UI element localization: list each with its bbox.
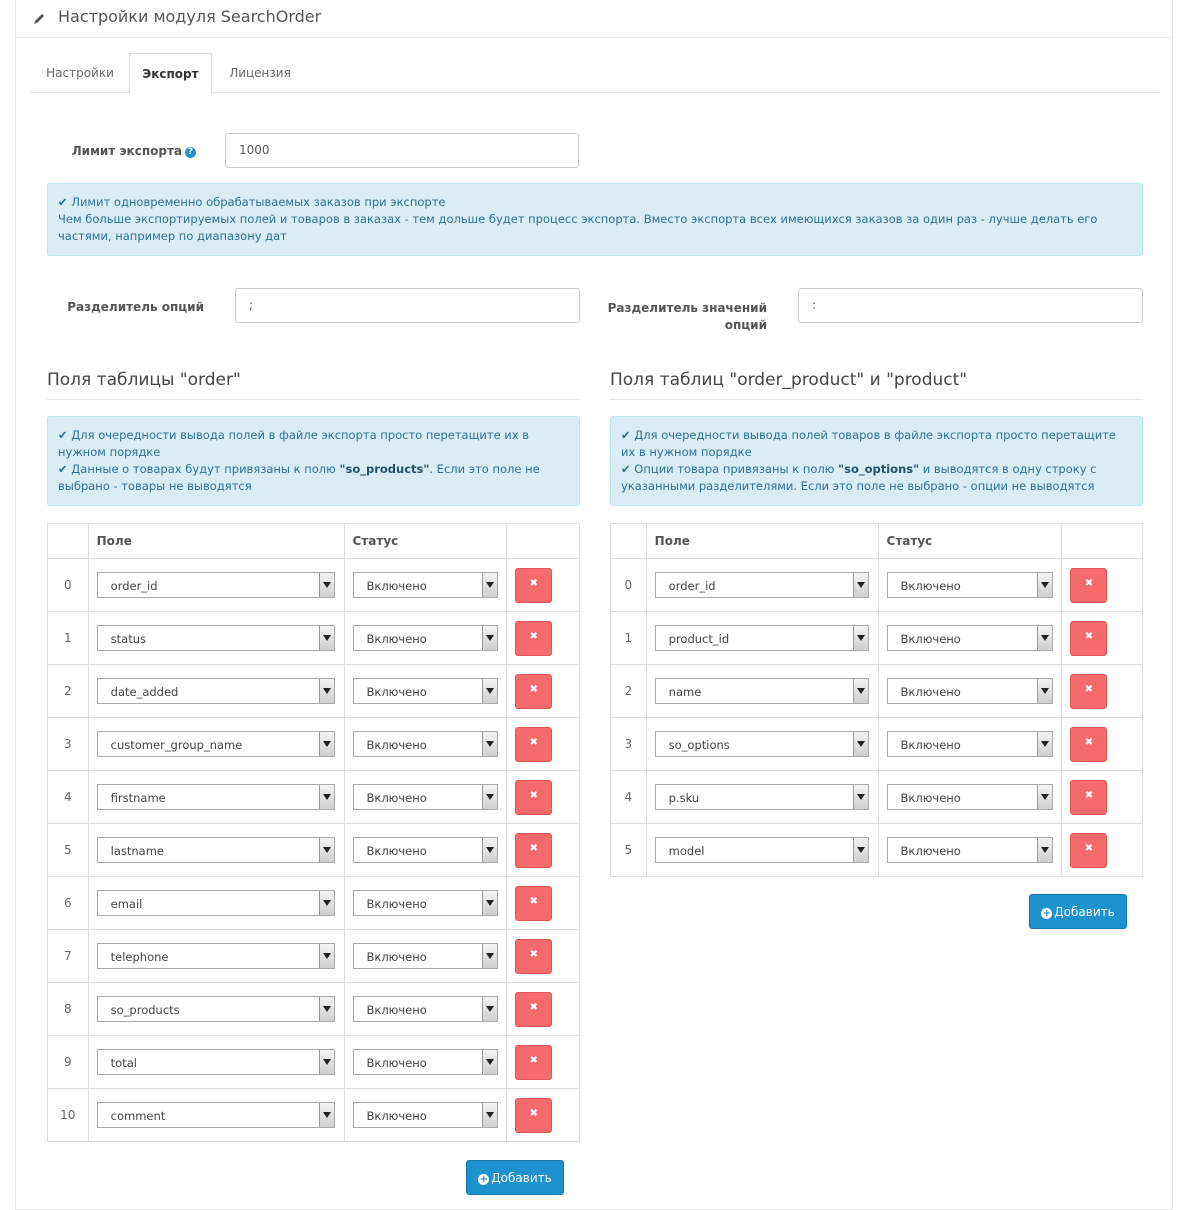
remove-row-button[interactable] <box>515 780 552 815</box>
row-index: 8 <box>48 983 89 1036</box>
page-title: Настройки модуля SearchOrder <box>58 7 322 26</box>
remove-row-button[interactable] <box>1070 568 1107 603</box>
status-cell <box>344 930 507 983</box>
remove-row-button[interactable] <box>515 833 552 868</box>
dropdown-arrow-icon[interactable] <box>853 732 868 756</box>
row-index: 10 <box>48 1089 89 1142</box>
status-select-value: Включено <box>900 844 961 858</box>
action-cell <box>507 612 580 665</box>
option-separator-input[interactable]: ; <box>235 288 580 323</box>
field-select[interactable] <box>655 784 869 810</box>
dropdown-arrow-icon[interactable] <box>853 785 868 809</box>
order-add-button[interactable] <box>466 1160 564 1195</box>
value-separator-label-line2: опций <box>724 318 767 332</box>
order-section-title: Поля таблицы "order" <box>47 370 580 400</box>
status-select-value: Включено <box>900 579 961 593</box>
dropdown-arrow-icon[interactable] <box>482 944 497 968</box>
order-table-body <box>48 559 580 1142</box>
status-cell <box>344 559 507 612</box>
status-select-value: Включено <box>900 738 961 752</box>
action-cell <box>1062 824 1143 877</box>
product-section-title: Поля таблиц "order_product" и "product" <box>610 370 1143 400</box>
field-select[interactable] <box>97 625 335 651</box>
status-select-value: Включено <box>900 685 961 699</box>
status-column-header: Статус <box>344 524 507 559</box>
dropdown-arrow-icon[interactable] <box>482 785 497 809</box>
table-row[interactable] <box>48 930 580 983</box>
dropdown-arrow-icon[interactable] <box>482 679 497 703</box>
dropdown-arrow-icon[interactable] <box>482 997 497 1021</box>
status-select[interactable] <box>353 1102 498 1128</box>
status-select-value: Включено <box>366 1056 427 1070</box>
action-cell <box>1062 559 1143 612</box>
check-icon: ✔ <box>58 462 68 476</box>
field-select[interactable] <box>97 784 335 810</box>
action-cell <box>507 718 580 771</box>
field-select[interactable] <box>97 678 335 704</box>
field-cell <box>88 930 344 983</box>
action-column-header <box>1062 524 1143 559</box>
field-select[interactable] <box>97 1049 335 1075</box>
status-select-value: Включено <box>366 897 427 911</box>
table-row[interactable] <box>48 718 580 771</box>
field-cell <box>88 983 344 1036</box>
remove-row-button[interactable] <box>515 886 552 921</box>
status-select-value: Включено <box>900 791 961 805</box>
field-cell <box>88 559 344 612</box>
field-cell <box>88 665 344 718</box>
option-separator-label: Разделитель опций <box>67 300 204 314</box>
remove-row-button[interactable] <box>1070 674 1107 709</box>
order-fields-table <box>47 523 580 1142</box>
field-cell <box>646 824 878 877</box>
remove-row-button[interactable] <box>1070 780 1107 815</box>
remove-row-button[interactable] <box>515 992 552 1027</box>
status-select-value: Включено <box>366 685 427 699</box>
product-add-button[interactable] <box>1029 894 1127 929</box>
field-select-value: total <box>110 1056 137 1070</box>
field-cell <box>646 771 878 824</box>
check-icon: ✔ <box>621 462 631 476</box>
table-header-row <box>48 524 580 559</box>
plus-circle-icon: + <box>479 1174 488 1185</box>
status-select[interactable] <box>353 625 498 651</box>
remove-row-button[interactable] <box>515 568 552 603</box>
alert-line: Данные о товарах будут привязаны к полю <box>71 462 340 476</box>
status-cell <box>344 824 507 877</box>
row-index: 3 <box>48 718 89 771</box>
table-row[interactable] <box>611 612 1143 665</box>
dropdown-arrow-icon[interactable] <box>853 626 868 650</box>
status-select[interactable] <box>353 996 498 1022</box>
status-cell <box>344 612 507 665</box>
row-index: 4 <box>611 771 647 824</box>
table-row[interactable] <box>48 1089 580 1142</box>
field-select-value: so_options <box>668 738 730 752</box>
status-cell <box>878 612 1062 665</box>
field-cell <box>88 824 344 877</box>
tab-export[interactable]: Экспорт <box>129 53 212 94</box>
status-cell <box>878 559 1062 612</box>
row-index: 1 <box>611 612 647 665</box>
order-section-alert <box>47 416 580 506</box>
value-separator-label-line1: Разделитель значений <box>607 301 767 315</box>
remove-row-button[interactable] <box>515 727 552 762</box>
status-select[interactable] <box>887 731 1053 757</box>
status-cell <box>878 824 1062 877</box>
dropdown-arrow-icon[interactable] <box>1037 838 1052 862</box>
dropdown-arrow-icon[interactable] <box>1037 626 1052 650</box>
status-cell <box>878 771 1062 824</box>
tab-bar <box>31 53 1159 93</box>
dropdown-arrow-icon[interactable] <box>319 626 334 650</box>
status-select[interactable] <box>353 678 498 704</box>
remove-row-button[interactable] <box>515 1098 552 1133</box>
action-cell <box>1062 771 1143 824</box>
field-select-value: order_id <box>110 579 158 593</box>
field-cell <box>646 718 878 771</box>
status-cell <box>878 665 1062 718</box>
field-select[interactable] <box>97 996 335 1022</box>
status-select[interactable] <box>887 572 1053 598</box>
action-cell <box>507 559 580 612</box>
product-fields-table <box>610 523 1143 877</box>
check-icon: ✔ <box>58 428 68 442</box>
dropdown-arrow-icon[interactable] <box>482 626 497 650</box>
table-row[interactable] <box>611 559 1143 612</box>
status-select-value: Включено <box>366 1109 427 1123</box>
table-row[interactable] <box>48 612 580 665</box>
index-column-header <box>611 524 647 559</box>
export-limit-label <box>56 144 196 158</box>
table-row[interactable] <box>48 983 580 1036</box>
plus-circle-icon: + <box>1042 908 1051 919</box>
field-cell <box>88 877 344 930</box>
action-cell <box>507 930 580 983</box>
field-select[interactable] <box>655 678 869 704</box>
status-select[interactable] <box>353 572 498 598</box>
field-select[interactable] <box>97 731 335 757</box>
product-table-body <box>611 559 1143 877</box>
row-index: 4 <box>48 771 89 824</box>
remove-row-button[interactable] <box>515 621 552 656</box>
status-cell <box>344 983 507 1036</box>
dropdown-arrow-icon[interactable] <box>853 838 868 862</box>
field-select[interactable] <box>97 890 335 916</box>
field-select[interactable] <box>655 572 869 598</box>
remove-row-button[interactable] <box>1070 833 1107 868</box>
status-select-value: Включено <box>366 844 427 858</box>
field-cell <box>88 771 344 824</box>
tab-license[interactable]: Лицензия <box>229 66 291 80</box>
dropdown-arrow-icon[interactable] <box>319 944 334 968</box>
status-select[interactable] <box>887 784 1053 810</box>
action-cell <box>1062 665 1143 718</box>
product-add-label: Добавить <box>1054 905 1115 919</box>
alert-line: Опции товара привязаны к полю <box>634 462 839 476</box>
status-select[interactable] <box>353 943 498 969</box>
status-select-value: Включено <box>366 738 427 752</box>
dropdown-arrow-icon[interactable] <box>1037 785 1052 809</box>
action-cell <box>1062 612 1143 665</box>
alert-highlight: "so_products" <box>339 462 430 476</box>
dropdown-arrow-icon[interactable] <box>482 573 497 597</box>
product-section-alert <box>610 416 1143 506</box>
remove-row-button[interactable] <box>1070 727 1107 762</box>
field-select[interactable] <box>97 572 335 598</box>
action-column-header <box>507 524 580 559</box>
status-select[interactable] <box>353 890 498 916</box>
status-cell <box>344 718 507 771</box>
export-limit-alert <box>47 183 1143 256</box>
field-select-value: so_products <box>110 1003 180 1017</box>
status-select-value: Включено <box>366 791 427 805</box>
dropdown-arrow-icon[interactable] <box>482 732 497 756</box>
status-select-value: Включено <box>366 632 427 646</box>
module-settings-panel <box>15 0 1173 1210</box>
row-index: 2 <box>48 665 89 718</box>
dropdown-arrow-icon[interactable] <box>482 1103 497 1127</box>
alert-highlight: "so_options" <box>838 462 920 476</box>
alert-line: и выводятся в одну строку с указанными разделителями. Если это поле не выбрано - опции не выводятся <box>621 462 1097 493</box>
field-cell <box>88 718 344 771</box>
dropdown-arrow-icon[interactable] <box>1037 573 1052 597</box>
row-index: 2 <box>611 665 647 718</box>
field-select[interactable] <box>655 625 869 651</box>
field-select[interactable] <box>655 731 869 757</box>
field-select-value: firstname <box>110 791 166 805</box>
status-select-value: Включено <box>900 632 961 646</box>
alert-line: Чем больше экспортируемых полей и товаров в заказах - тем дольше будет процесс экспорта. Вместо экспорта всех имеющихся заказов за один раз - лучше делать его частями, например по диапазону дат <box>58 212 1098 243</box>
table-row[interactable] <box>48 877 580 930</box>
status-select-value: Включено <box>366 1003 427 1017</box>
remove-row-button[interactable] <box>1070 621 1107 656</box>
check-icon: ✔ <box>58 195 68 209</box>
alert-line: Для очередности вывода полей в файле экспорта просто перетащите их в нужном порядке <box>58 428 530 459</box>
dropdown-arrow-icon[interactable] <box>319 785 334 809</box>
index-column-header <box>48 524 89 559</box>
status-select[interactable] <box>353 1049 498 1075</box>
field-select-value: product_id <box>668 632 730 646</box>
status-select[interactable] <box>353 784 498 810</box>
dropdown-arrow-icon[interactable] <box>319 1050 334 1074</box>
status-cell <box>344 1089 507 1142</box>
export-limit-label-text: Лимит экспорта <box>71 144 182 158</box>
dropdown-arrow-icon[interactable] <box>319 732 334 756</box>
field-column-header: Поле <box>88 524 344 559</box>
field-select-value: model <box>668 844 705 858</box>
row-index: 1 <box>48 612 89 665</box>
action-cell <box>1062 718 1143 771</box>
field-column-header: Поле <box>646 524 878 559</box>
field-select-value: name <box>668 685 702 699</box>
table-row[interactable] <box>48 1036 580 1089</box>
row-index: 5 <box>48 824 89 877</box>
dropdown-arrow-icon[interactable] <box>319 997 334 1021</box>
field-cell <box>88 1089 344 1142</box>
status-select[interactable] <box>353 837 498 863</box>
action-cell <box>507 771 580 824</box>
dropdown-arrow-icon[interactable] <box>853 679 868 703</box>
dropdown-arrow-icon[interactable] <box>853 573 868 597</box>
status-column-header: Статус <box>878 524 1062 559</box>
status-cell <box>344 665 507 718</box>
table-row[interactable] <box>611 771 1143 824</box>
check-icon: ✔ <box>621 428 631 442</box>
dropdown-arrow-icon[interactable] <box>1037 732 1052 756</box>
dropdown-arrow-icon[interactable] <box>319 838 334 862</box>
status-cell <box>878 718 1062 771</box>
field-select-value: telephone <box>110 950 169 964</box>
value-separator-label <box>606 300 767 334</box>
table-row[interactable] <box>48 824 580 877</box>
action-cell <box>507 665 580 718</box>
status-select[interactable] <box>887 678 1053 704</box>
action-cell <box>507 877 580 930</box>
status-select[interactable] <box>887 837 1053 863</box>
export-limit-input[interactable]: 1000 <box>225 133 579 168</box>
field-select-value: p.sku <box>668 791 700 805</box>
field-select-value: comment <box>110 1109 166 1123</box>
dropdown-arrow-icon[interactable] <box>482 891 497 915</box>
field-cell <box>88 612 344 665</box>
dropdown-arrow-icon[interactable] <box>1037 679 1052 703</box>
field-select[interactable] <box>97 837 335 863</box>
status-select[interactable] <box>353 731 498 757</box>
tab-settings[interactable]: Настройки <box>46 66 114 80</box>
alert-line: Для очередности вывода полей товаров в файле экспорта просто перетащите их в нужном порядке <box>621 428 1116 459</box>
field-cell <box>646 612 878 665</box>
remove-row-button[interactable] <box>515 674 552 709</box>
action-cell <box>507 1036 580 1089</box>
status-select-value: Включено <box>366 579 427 593</box>
field-select-value: order_id <box>668 579 716 593</box>
row-index: 9 <box>48 1036 89 1089</box>
table-row[interactable] <box>611 824 1143 877</box>
row-index: 0 <box>611 559 647 612</box>
table-header-row <box>611 524 1143 559</box>
dropdown-arrow-icon[interactable] <box>319 891 334 915</box>
alert-line: . Если это поле не выбрано - товары не выводятся <box>58 462 540 493</box>
row-index: 7 <box>48 930 89 983</box>
field-cell <box>88 1036 344 1089</box>
field-select[interactable] <box>97 1102 335 1128</box>
status-cell <box>344 877 507 930</box>
table-row[interactable] <box>48 559 580 612</box>
alert-line: Лимит одновременно обрабатываемых заказов при экспорте <box>71 195 446 209</box>
action-cell <box>507 824 580 877</box>
field-select-value: lastname <box>110 844 164 858</box>
remove-row-button[interactable] <box>515 1045 552 1080</box>
field-select-value: date_added <box>110 685 179 699</box>
pencil-icon <box>32 12 46 26</box>
field-select-value: email <box>110 897 143 911</box>
dropdown-arrow-icon[interactable] <box>319 573 334 597</box>
order-add-label: Добавить <box>491 1171 552 1185</box>
action-cell <box>507 983 580 1036</box>
dropdown-arrow-icon[interactable] <box>319 679 334 703</box>
dropdown-arrow-icon[interactable] <box>482 1050 497 1074</box>
field-select-value: customer_group_name <box>110 738 243 752</box>
field-cell <box>646 559 878 612</box>
remove-row-button[interactable] <box>515 939 552 974</box>
row-index: 0 <box>48 559 89 612</box>
table-row[interactable] <box>611 665 1143 718</box>
value-separator-input[interactable]: : <box>798 288 1143 323</box>
question-icon[interactable]: ? <box>185 147 196 158</box>
row-index: 5 <box>611 824 647 877</box>
status-cell <box>344 1036 507 1089</box>
status-select-value: Включено <box>366 950 427 964</box>
status-cell <box>344 771 507 824</box>
table-row[interactable] <box>48 771 580 824</box>
dropdown-arrow-icon[interactable] <box>482 838 497 862</box>
dropdown-arrow-icon[interactable] <box>319 1103 334 1127</box>
table-row[interactable] <box>611 718 1143 771</box>
field-select[interactable] <box>655 837 869 863</box>
row-index: 3 <box>611 718 647 771</box>
field-cell <box>646 665 878 718</box>
field-select[interactable] <box>97 943 335 969</box>
row-index: 6 <box>48 877 89 930</box>
panel-heading <box>16 0 1172 38</box>
status-select[interactable] <box>887 625 1053 651</box>
field-select-value: status <box>110 632 146 646</box>
action-cell <box>507 1089 580 1142</box>
table-row[interactable] <box>48 665 580 718</box>
